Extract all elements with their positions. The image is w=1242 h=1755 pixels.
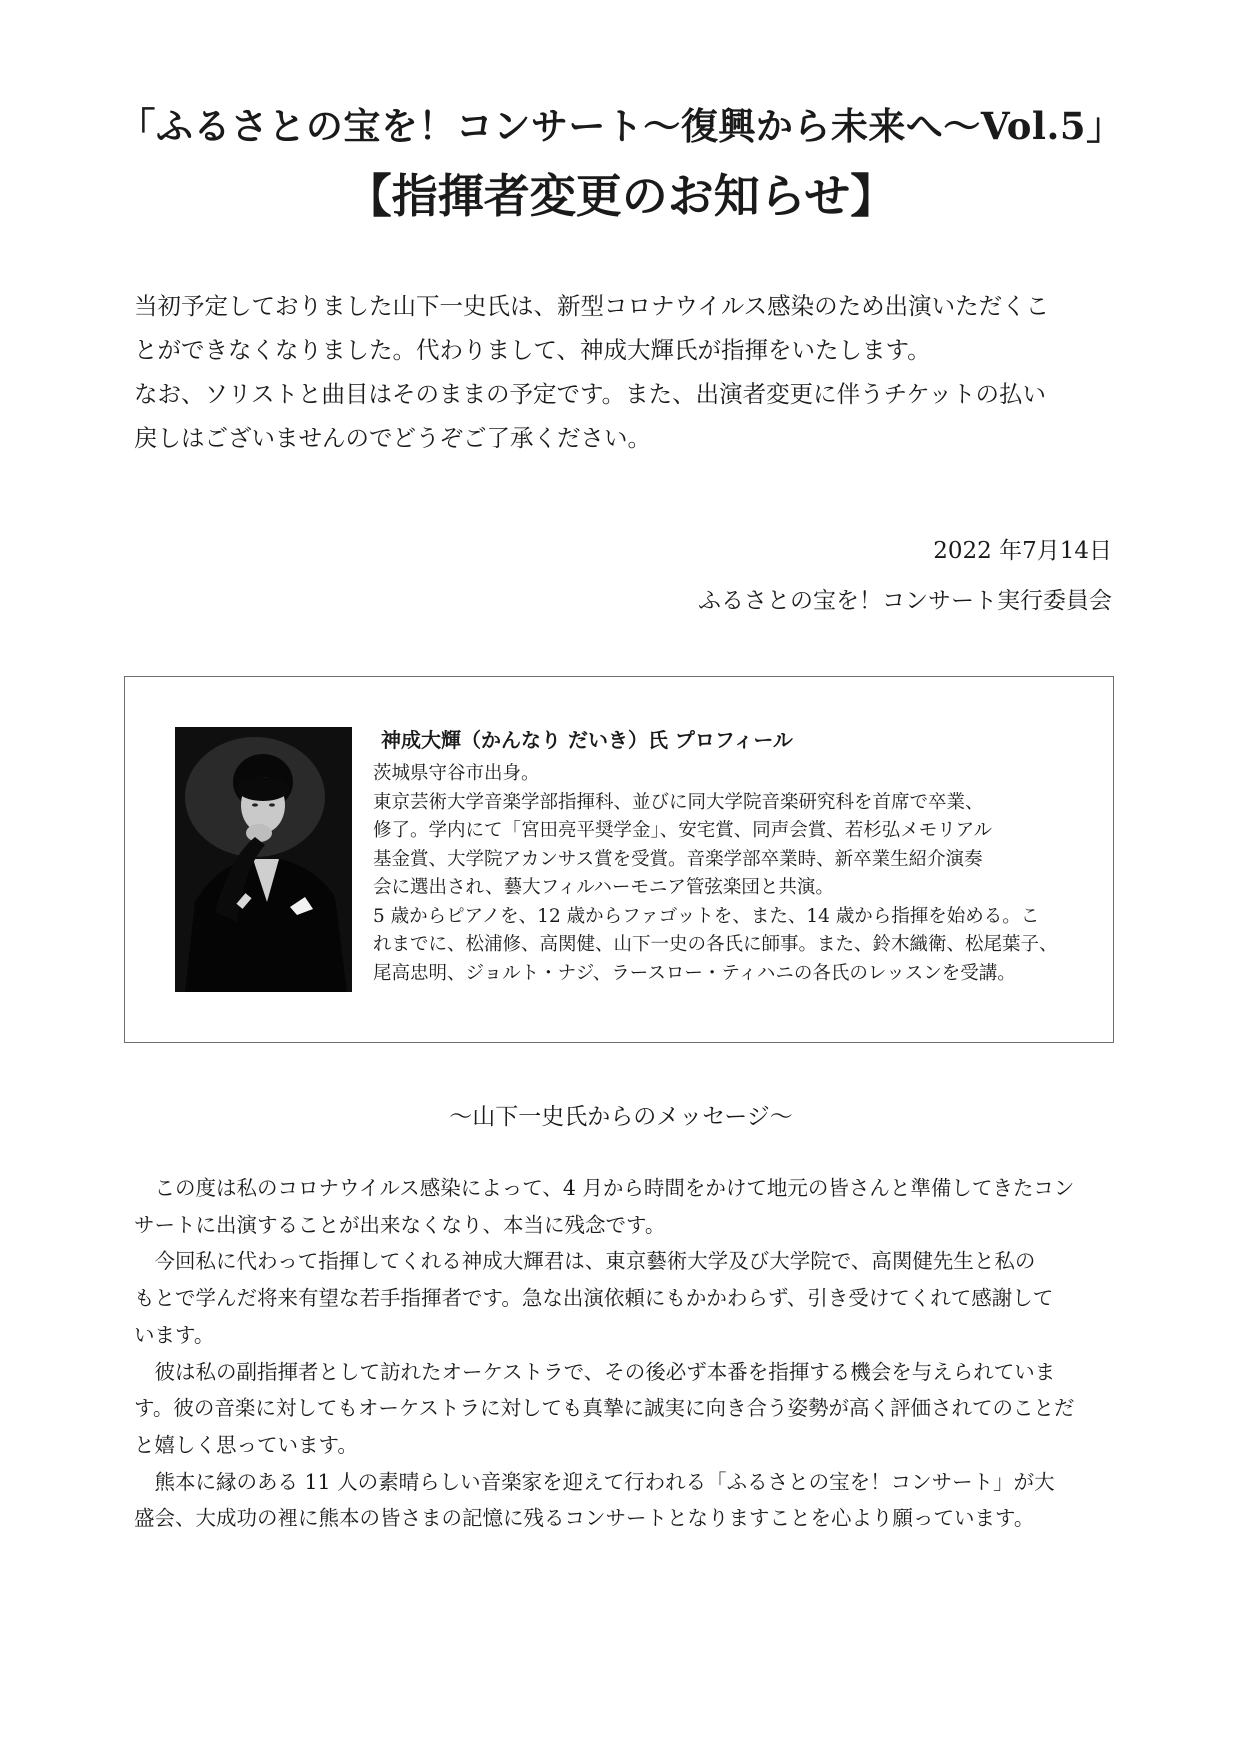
notice-text — [134, 284, 1114, 460]
concert-title: 「ふるさとの宝を！コンサート〜復興から未来へ〜Vol.5」 — [118, 104, 1124, 148]
message-line: 今回私に代わって指揮してくれる神成大輝君は、東京藝術大学及び大学院で、高関健先生と私の — [134, 1249, 1036, 1274]
notice-line: 当初予定しておりました山下一史氏は、新型コロナウイルス感染のため出演いただくこ — [134, 292, 1050, 320]
profile-line: 会に選出され、藝大フィルハーモニア管弦楽団と共演。 — [373, 877, 834, 898]
profile-line: 5 歳からピアノを、12 歳からファゴットを、また、14 歳から指揮を始める。こ — [373, 905, 1040, 927]
profile-text — [373, 760, 1093, 988]
notice-line: とができなくなりました。代わりまして、神成大輝氏が指揮をいたします。 — [134, 336, 931, 364]
profile-line: 尾高忠明、ジョルト・ナジ、ラースロー・ティハニの各氏のレッスンを受講。 — [373, 962, 1016, 984]
profile-line: れまでに、松浦修、高関健、山下一史の各氏に師事。また、鈴木織衛、松尾葉子、 — [373, 934, 1058, 955]
committee-name: ふるさとの宝を！コンサート実行委員会 — [698, 588, 1112, 614]
profile-line: 修了。学内にて「宮田亮平奨学金」、安宅賞、同声会賞、若杉弘メモリアル — [373, 820, 993, 841]
message-line: 彼は私の副指揮者として訪れたオーケストラで、その後必ず本番を指揮する機会を与えられていま — [134, 1359, 1056, 1384]
message-line: この度は私のコロナウイルス感染によって、4 月から時間をかけて地元の皆さんと準備してきたコン — [134, 1176, 1075, 1200]
conductor-portrait-illustration — [175, 727, 352, 992]
message-line: 熊本に縁のある 11 人の素晴らしい音楽家を迎えて行われる「ふるさとの宝を！コンサート」が大 — [134, 1469, 1055, 1494]
profile-line: 茨城県守谷市出身。 — [373, 763, 540, 784]
notice-line: 戻しはございませんのでどうぞご了承ください。 — [134, 424, 651, 452]
message-line: 盛会、大成功の裡に熊本の皆さまの記憶に残るコンサートとなりますことを心より願っています。 — [134, 1506, 1035, 1531]
notice-title: 【指揮者変更のお知らせ】 — [345, 169, 897, 223]
notice-line: なお、ソリストと曲目はそのままの予定です。また、出演者変更に伴うチケットの払い — [134, 380, 1047, 408]
message-text — [134, 1170, 1114, 1537]
profile-line: 東京芸術大学音楽学部指揮科、並びに同大学院音楽研究科を首席で卒業、 — [373, 791, 984, 813]
profile-line: 基金賞、大学院アカンサス賞を受賞。音楽学部卒業時、新卒業生紹介演奏 — [373, 848, 983, 870]
message-line: もとで学んだ将来有望な若手指揮者です。急な出演依頼にもかかわらず、引き受けてくれて感謝して — [134, 1286, 1054, 1311]
message-heading: 〜山下一史氏からのメッセージ〜 — [449, 1104, 793, 1130]
message-line: と嬉しく思っています。 — [134, 1432, 358, 1457]
message-line: います。 — [134, 1322, 215, 1347]
conductor-photo — [175, 727, 352, 992]
message-line: す。彼の音楽に対してもオーケストラに対しても真摯に誠実に向き合う姿勢が高く評価されてのことだ — [134, 1396, 1075, 1421]
message-line: サートに出演することが出来なくなり、本当に残念です。 — [134, 1212, 666, 1237]
notice-date: 2022 年7月14日 — [933, 538, 1112, 564]
profile-heading: 神成大輝（かんなり だいき）氏 プロフィール — [381, 728, 793, 752]
